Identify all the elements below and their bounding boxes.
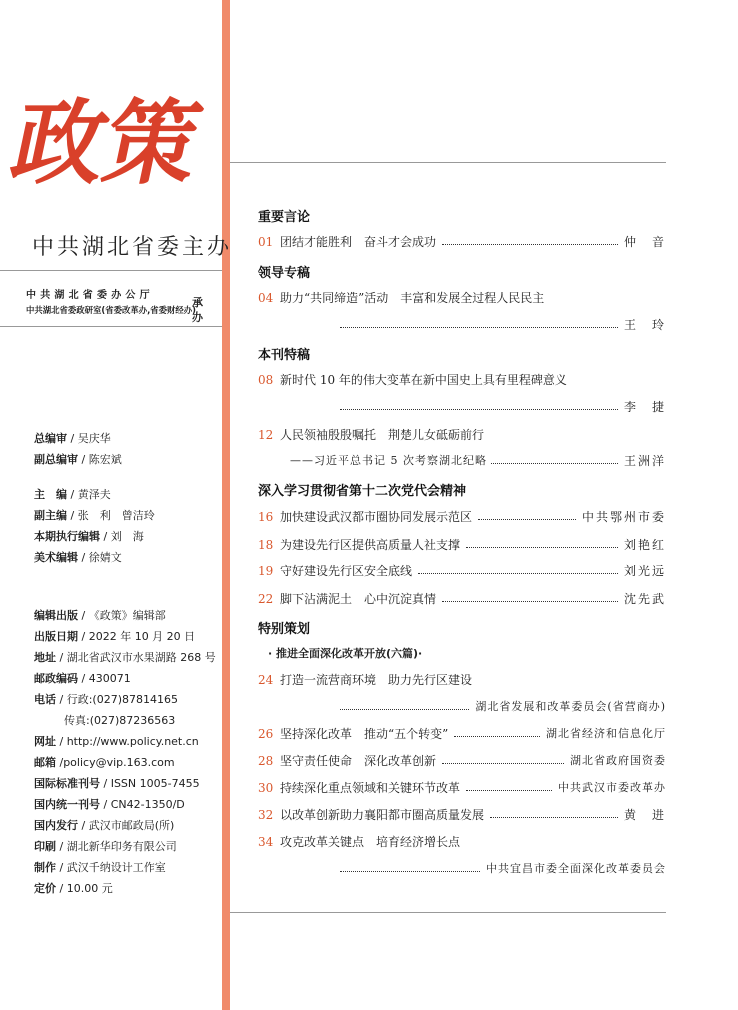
info-row: 印刷 / 湖北新华印务有限公司 <box>34 840 177 853</box>
info-row: 国内统一刊号 / CN42-1350/D <box>34 798 185 811</box>
publication-info <box>34 605 216 899</box>
toc-entry[interactable]: 04 助力“共同缔造”活动 丰富和发展全过程人民民主 <box>258 291 545 305</box>
section-heading: 深入学习贯彻省第十二次党代会精神 <box>258 484 467 499</box>
toc-entry-author: ——习近平总书记 5 次考察湖北纪略 王洲洋 <box>290 454 666 468</box>
toc-entry[interactable]: 12 人民领袖殷殷嘱托 荆楚儿女砥砺前行 <box>258 428 485 442</box>
toc-entry[interactable]: 26 坚持深化改革 推动“五个转变” 湖北省经济和信息化厅 <box>258 727 666 741</box>
sponsor: 中共湖北省委主办 <box>32 235 233 260</box>
toc-entry[interactable]: 22 脚下沾满泥土 心中沉淀真情 沈先武 <box>258 592 666 606</box>
editor-row: 总编审 / 吴庆华 <box>34 432 111 445</box>
info-row: 邮箱 /policy@vip.163.com <box>34 756 175 769</box>
masthead-logo <box>3 70 210 205</box>
section-heading: 重要言论 <box>258 210 311 225</box>
divider <box>0 326 222 327</box>
editor-row: 副主编 / 张 利 曾洁玲 <box>34 509 155 522</box>
undertaker-1: 中共湖北省委办公厅 <box>26 290 154 301</box>
info-row: 出版日期 / 2022 年 10 月 20 日 <box>34 630 196 643</box>
info-row: 电话 / 行政:(027)87814165 <box>34 693 178 706</box>
toc-entry-author: 湖北省发展和改革委员会(省营商办) <box>340 697 666 717</box>
editor-list <box>34 428 155 568</box>
info-row: 地址 / 湖北省武汉市水果湖路 268 号 <box>34 651 216 664</box>
editor-row: 美术编辑 / 徐婧文 <box>34 551 122 564</box>
info-row: 定价 / 10.00 元 <box>34 882 113 895</box>
toc-entry[interactable]: 34 攻克改革关键点 培育经济增长点 <box>258 835 461 849</box>
special-subheading: · 推进全面深化改革开放(六篇)· <box>268 647 423 660</box>
info-row: 国内发行 / 武汉市邮政局(所) <box>34 819 175 832</box>
svg-text:政策: 政策 <box>3 88 210 197</box>
info-row: 传真:(027)87236563 <box>64 714 176 727</box>
toc-entry-author: 王 玲 <box>340 315 666 335</box>
toc-entry[interactable]: 19 守好建设先行区安全底线 刘光远 <box>258 564 666 578</box>
info-row: 制作 / 武汉千纳设计工作室 <box>34 861 166 874</box>
undertaker-2: 中共湖北省委政研室(省委改革办,省委财经办) <box>26 305 196 315</box>
toc-entry[interactable]: 24 打造一流营商环境 助力先行区建设 <box>258 673 473 687</box>
toc-entry-author: 李 捷 <box>340 397 666 417</box>
section-heading: 领导专稿 <box>258 266 311 281</box>
section-heading: 特别策划 <box>258 622 311 637</box>
editor-row: 主 编 / 黄泽夫 <box>34 488 111 501</box>
toc-entry[interactable]: 28 坚守责任使命 深化改革创新 湖北省政府国资委 <box>258 754 666 768</box>
undertakers <box>26 288 203 324</box>
toc-entry[interactable]: 30 持续深化重点领域和关键环节改革 中共武汉市委改革办 <box>258 781 666 795</box>
toc-entry[interactable]: 08 新时代 10 年的伟大变革在新中国史上具有里程碑意义 <box>258 373 567 387</box>
divider <box>230 162 666 163</box>
info-row: 网址 / http://www.policy.net.cn <box>34 735 199 748</box>
toc-entry[interactable]: 01 团结才能胜利 奋斗才会成功 仲 音 <box>258 235 666 249</box>
undertake-word: 承办 <box>192 296 203 324</box>
section-heading: 本刊特稿 <box>258 348 311 363</box>
accent-bar <box>222 0 230 1010</box>
divider <box>0 270 222 271</box>
info-row: 邮政编码 / 430071 <box>34 672 131 685</box>
editor-row: 副总编审 / 陈宏斌 <box>34 453 122 466</box>
toc-entry[interactable]: 16 加快建设武汉都市圈协同发展示范区 中共鄂州市委 <box>258 510 666 524</box>
info-row: 国际标准刊号 / ISSN 1005-7455 <box>34 777 200 790</box>
editor-row: 本期执行编辑 / 刘 海 <box>34 530 144 543</box>
toc-entry-author: 中共宜昌市委全面深化改革委员会 <box>340 859 666 879</box>
toc-entry[interactable]: 32 以改革创新助力襄阳都市圈高质量发展 黄 进 <box>258 808 666 822</box>
divider <box>230 912 666 913</box>
toc-entry[interactable]: 18 为建设先行区提供高质量人社支撑 刘艳红 <box>258 538 666 552</box>
info-row: 编辑出版 / 《政策》编辑部 <box>34 609 166 622</box>
